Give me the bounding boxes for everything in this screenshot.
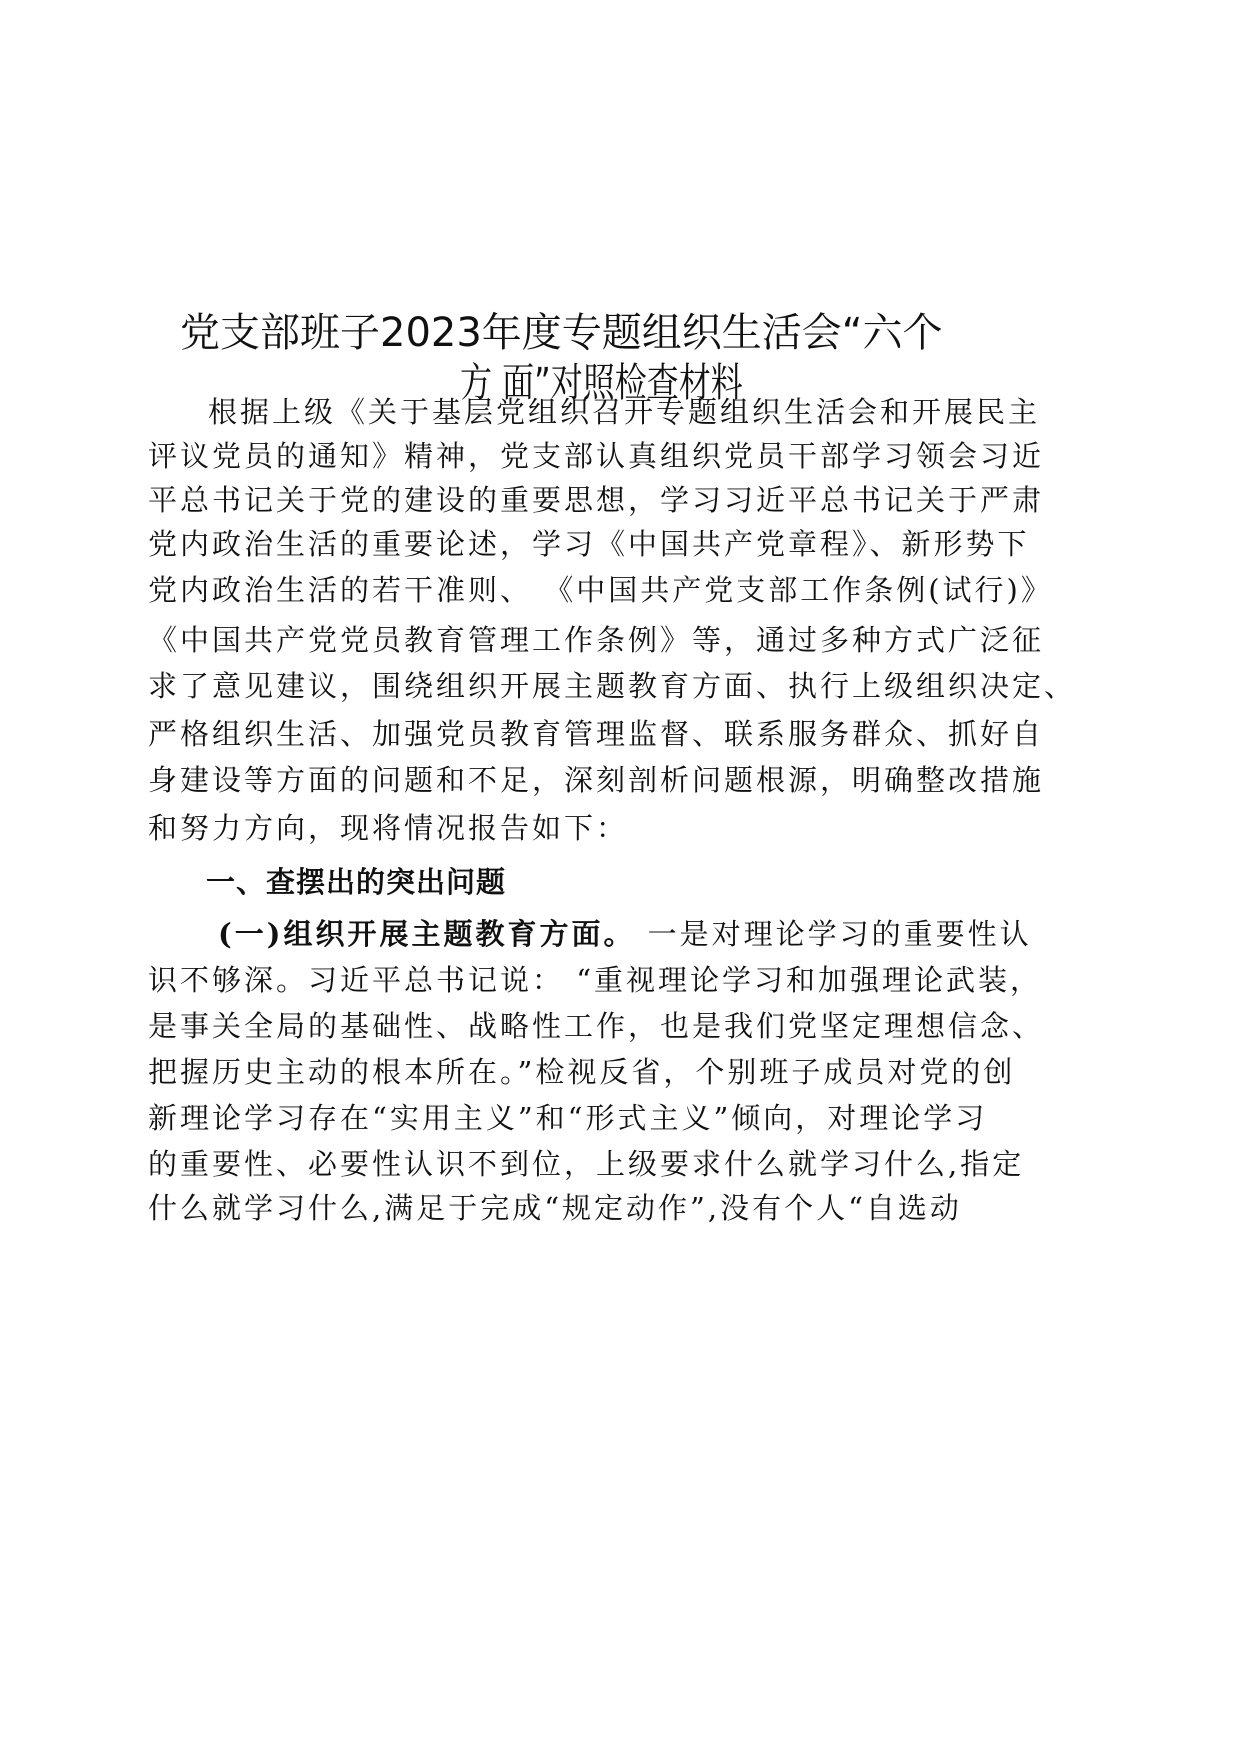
paragraph-line: 严格组织生活、加强党员教育管理监督、联系服务群众、抓好自 [148, 717, 1045, 751]
subsection-first-line-text: 一是对理论学习的重要性认 [635, 917, 1032, 951]
paragraph-line: 什么就学习什么,满足于完成“规定动作”,没有个人“自选动 [148, 1191, 962, 1225]
paragraph-line: 平总书记关于党的建设的重要思想，学习习近平总书记关于严肃 [148, 483, 1045, 517]
document-title-line-2: 方 面”对照检查材料 [460, 360, 743, 406]
subsection-first-line [218, 914, 1032, 954]
paragraph-line: 《中国共产党党员教育管理工作条例》等，通过多种方式广泛征 [148, 623, 1045, 657]
paragraph-line: 根据上级《关于基层党组织召开专题组织生活会和开展民主 [208, 395, 1041, 429]
paragraph-line: 党内政治生活的重要论述，学习《中国共产党章程》、新形势下 [148, 527, 1030, 561]
paragraph-line: 身建设等方面的问题和不足，深刻剖析问题根源，明确整改措施 [148, 763, 1045, 797]
paragraph-line: 是事关全局的基础性、战略性工作，也是我们党坚定理想信念、 [148, 1009, 1045, 1043]
document-title-line-1: 党支部班子2023年度专题组织生活会“六个 [180, 310, 943, 356]
paragraph-line: 评议党员的通知》精神，党支部认真组织党员干部学习领会习近 [148, 439, 1045, 473]
subsection-heading: (一)组织开展主题教育方面。 [218, 917, 636, 951]
paragraph-line: 的重要性、必要性认识不到位，上级要求什么就学习什么,指定 [148, 1147, 1025, 1181]
paragraph-line: 党内政治生活的若干准则、 《中国共产党支部工作条例(试行)》 [148, 573, 1053, 607]
section-heading: 一、查摆出的突出问题 [206, 865, 507, 899]
paragraph-line: 把握历史主动的根本所在。”检视反省，个别班子成员对党的创 [148, 1055, 1016, 1089]
paragraph-line: 求了意见建议，围绕组织开展主题教育方面、执行上级组织决定、 [148, 669, 1077, 703]
paragraph-line: 新理论学习存在“实用主义”和“形式主义”倾向，对理论学习 [148, 1101, 988, 1135]
paragraph-line: 识不够深。习近平总书记说： “重视理论学习和加强理论武装， [148, 963, 1043, 997]
paragraph-line: 和努力方向，现将情况报告如下： [148, 811, 629, 845]
